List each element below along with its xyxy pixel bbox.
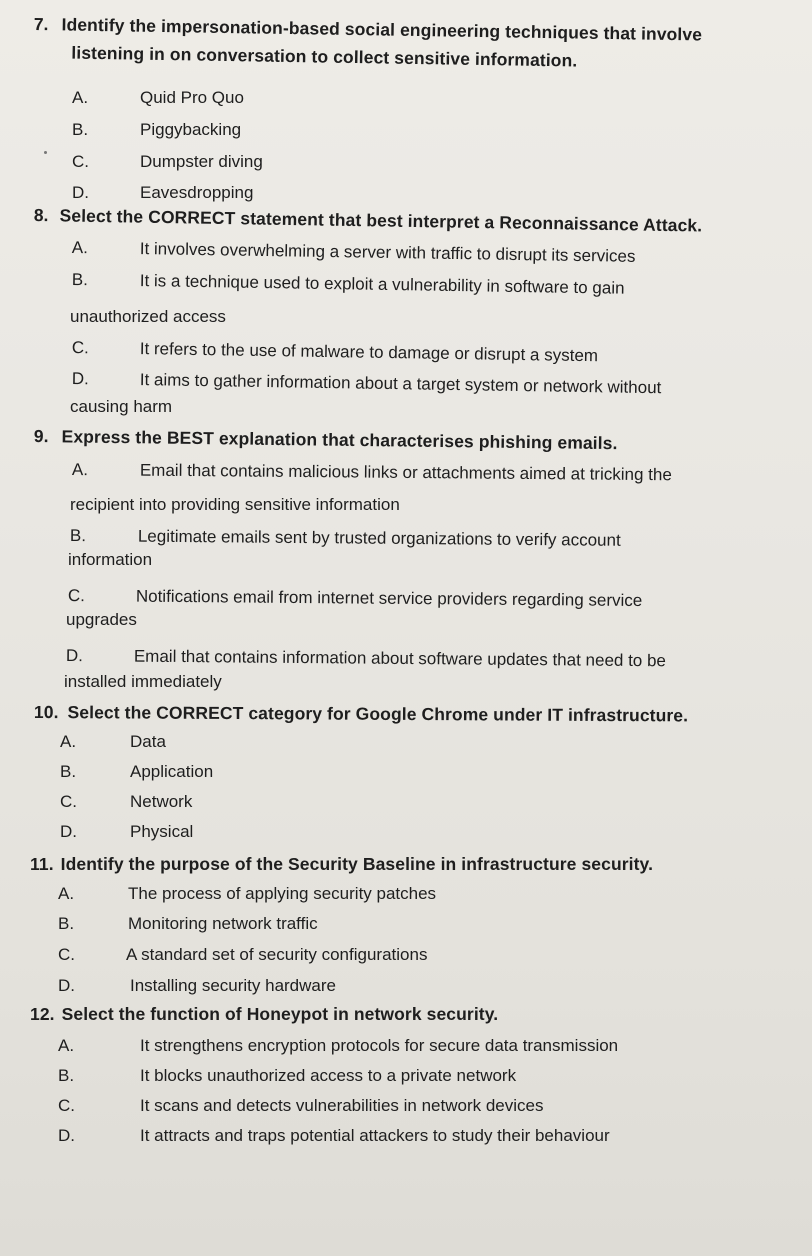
question-7-text-line-2: listening in on conversation to collect sensitive information.	[71, 42, 578, 71]
question-7-option-a: A. Quid Pro Quo	[72, 88, 244, 107]
question-9-option-c: C. Notifications email from internet service providers regarding service	[67, 585, 643, 611]
question-10-option-a: A. Data	[60, 732, 166, 751]
question-8-option-b: B. It is a technique used to exploit a vulnerability in software to gain	[71, 269, 625, 298]
question-7-number: 7.	[33, 13, 49, 35]
question-8-option-b-continued: unauthorized access	[70, 307, 226, 326]
question-11-number: 11.	[30, 854, 54, 874]
question-10-option-c: C. Network	[60, 792, 193, 811]
question-7-option-d: D. Eavesdropping	[72, 183, 254, 202]
question-12-number: 12.	[30, 1004, 55, 1024]
question-11-option-c: C. A standard set of security configurations	[58, 945, 428, 964]
question-11-text: Identify the purpose of the Security Baseline in infrastructure security.	[60, 854, 654, 874]
question-8-text: Select the CORRECT statement that best interpret a Reconnaissance Attack.	[59, 205, 703, 236]
question-11-option-b: B. Monitoring network traffic	[58, 914, 318, 933]
paper-speck	[44, 151, 47, 154]
question-12	[30, 1002, 498, 1026]
question-10	[34, 700, 688, 727]
question-8-option-c: C. It refers to the use of malware to damage or disrupt a system	[71, 337, 599, 366]
question-11	[30, 852, 653, 876]
question-10-option-d: D. Physical	[60, 822, 194, 841]
question-12-option-d: D. It attracts and traps potential attackers to study their behaviour	[58, 1126, 610, 1145]
question-12-text: Select the function of Honeypot in network security.	[61, 1004, 499, 1024]
question-7-option-b: B. Piggybacking	[72, 120, 242, 139]
question-8-option-d-continued: causing harm	[70, 397, 173, 416]
question-8	[34, 203, 703, 237]
question-11-option-d: D. Installing security hardware	[58, 976, 336, 995]
question-7	[33, 12, 702, 74]
question-8-option-a: A. It involves overwhelming a server with traffic to disrupt its services	[71, 237, 636, 266]
question-11-option-a: A. The process of applying security patches	[58, 884, 437, 903]
question-9-option-d: D. Email that contains information about software updates that need to be	[65, 645, 667, 671]
question-9-option-d-continued: installed immediately	[64, 672, 222, 691]
question-9	[34, 424, 618, 455]
question-12-option-b: B. It blocks unauthorized access to a private network	[58, 1066, 517, 1085]
question-9-number: 9.	[33, 425, 49, 447]
question-9-option-b-continued: information	[68, 550, 153, 569]
question-9-option-b: B. Legitimate emails sent by trusted organizations to verify account	[69, 525, 621, 550]
question-10-number: 10.	[33, 702, 59, 723]
question-12-option-c: C. It scans and detects vulnerabilities in network devices	[58, 1096, 544, 1115]
question-7-text-line-1: Identify the impersonation-based social engineering techniques that involve	[61, 14, 703, 45]
question-9-text: Express the BEST explanation that characterises phishing emails.	[61, 426, 618, 454]
question-8-number: 8.	[33, 204, 49, 226]
question-9-option-a: A. Email that contains malicious links or attachments aimed at tricking the	[71, 459, 672, 485]
question-9-option-a-continued: recipient into providing sensitive information	[70, 495, 400, 514]
question-9-option-c-continued: upgrades	[66, 610, 137, 629]
question-10-text: Select the CORRECT category for Google Chrome under IT infrastructure.	[67, 702, 689, 726]
question-10-option-b: B. Application	[60, 762, 214, 781]
question-12-option-a: A. It strengthens encryption protocols for secure data transmission	[58, 1036, 619, 1055]
question-8-option-d: D. It aims to gather information about a target system or network without	[71, 368, 662, 398]
question-7-option-c: C. Dumpster diving	[72, 152, 263, 171]
